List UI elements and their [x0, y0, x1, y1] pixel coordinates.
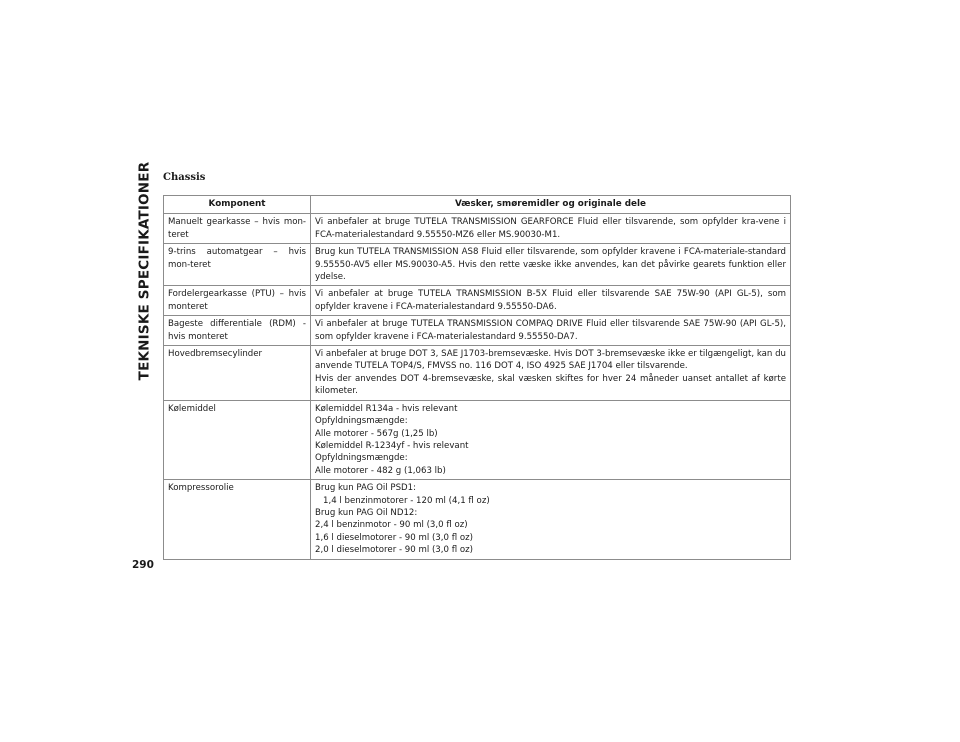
fluid-cell [311, 480, 791, 559]
fluid-line: Alle motorer - 567g (1,25 lb) [315, 428, 438, 439]
component-cell: Manuelt gearkasse – hvis mon-teret [164, 214, 311, 244]
table-row [164, 286, 791, 316]
table-row [164, 346, 791, 401]
fluid-cell [311, 400, 791, 479]
fluid-line: 2,4 l benzinmotor - 90 ml (3,0 fl oz) [315, 520, 468, 531]
header-fluids: Væsker, smøremidler og originale dele [311, 196, 791, 214]
table-row [164, 214, 791, 244]
fluid-line: Opfyldningsmængde: [315, 416, 408, 427]
table-header-row [164, 196, 791, 214]
table-row [164, 480, 791, 559]
table-row [164, 316, 791, 346]
fluid-line: Brug kun PAG Oil ND12: [315, 507, 418, 518]
fluid-line: Brug kun PAG Oil PSD1: [315, 483, 417, 494]
fluid-line: 2,0 l dieselmotorer - 90 ml (3,0 fl oz) [315, 545, 473, 556]
chapter-side-label [131, 161, 157, 381]
fluid-line: Opfyldningsmængde: [315, 453, 408, 464]
fluid-line: Hvis der anvendes DOT 4-bremsevæske, skal væsken skiftes for hver 24 måneder uanset antallet af kørte kilometer. [315, 373, 786, 397]
component-cell: 9-trins automatgear – hvis mon-teret [164, 244, 311, 286]
component-cell: Fordelergearkasse (PTU) – hvis monteret [164, 286, 311, 316]
fluid-line: Kølemiddel R134a - hvis relevant [315, 403, 458, 414]
fluid-line: 1,6 l dieselmotorer - 90 ml (3,0 fl oz) [315, 532, 473, 543]
fluid-line: Vi anbefaler at bruge TUTELA TRANSMISSION COMPAQ DRIVE Fluid eller tilsvarende SAE 75W-90 (API GL-5), som opfylder kravene i FCA-materialestandard 9.55550-DA7. [315, 319, 786, 342]
fluid-line: Vi anbefaler at bruge TUTELA TRANSMISSION GEARFORCE Fluid eller tilsvarende, som opfylder kra-vene i FCA-materialestandard 9.55550-MZ6 eller MS.90030-M1. [315, 217, 786, 240]
fluid-line: Vi anbefaler at bruge TUTELA TRANSMISSION B-5X Fluid eller tilsvarende SAE 75W-90 (API GL-5), som opfylder kravene i FCA-materialestandard 9.55550-DA6. [315, 289, 786, 312]
component-cell: Kølemiddel [164, 400, 311, 479]
component-cell: Bageste differentiale (RDM) - hvis monteret [164, 316, 311, 346]
fluid-cell [311, 244, 791, 286]
component-cell: Hovedbremsecylinder [164, 346, 311, 401]
chapter-side-label-text: TEKNISKE SPECIFIKATIONER [136, 161, 152, 381]
section-title: Chassis [163, 172, 206, 183]
fluid-cell [311, 346, 791, 401]
page-number: 290 [132, 559, 154, 571]
fluid-line: Kølemiddel R-1234yf - hvis relevant [315, 440, 469, 451]
fluid-line: Brug kun TUTELA TRANSMISSION AS8 Fluid eller tilsvarende, som opfylder kravene i FCA-materiale-standard 9.55550-AV5 eller MS.90030-A5. Hvis den rette væske ikke anvendes, kan det påvirke gearets funktion eller ydelse. [315, 247, 786, 283]
fluid-line: Alle motorer - 482 g (1,063 lb) [315, 465, 446, 476]
fluid-cell [311, 286, 791, 316]
table-row [164, 400, 791, 479]
fluid-cell [311, 214, 791, 244]
fluid-line: Vi anbefaler at bruge DOT 3, SAE J1703-bremsevæske. Hvis DOT 3-bremsevæske ikke er tilgængeligt, kan du anvende TUTELA TOP4/S, FMVSS no. 116 DOT 4, ISO 4925 SAE J1704 eller tilsvarende. [315, 349, 786, 372]
chassis-spec-table [163, 195, 791, 560]
fluid-line: 1,4 l benzinmotorer - 120 ml (4,1 fl oz) [323, 495, 490, 506]
component-cell: Kompressorolie [164, 480, 311, 559]
table-row [164, 244, 791, 286]
fluid-cell [311, 316, 791, 346]
header-component: Komponent [164, 196, 311, 214]
